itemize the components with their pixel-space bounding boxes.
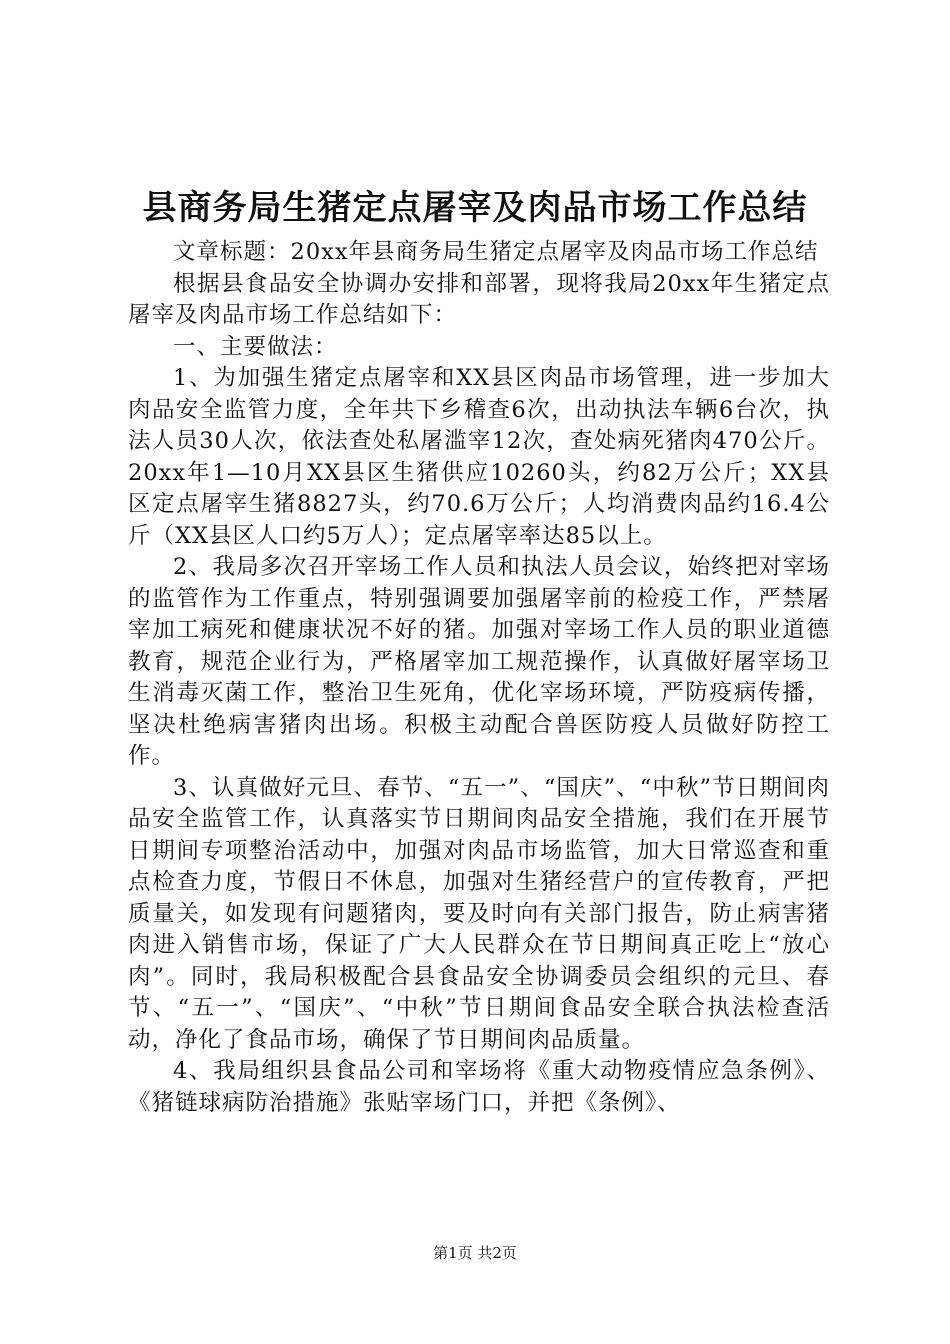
paragraph-article-title: 文章标题：20xx年县商务局生猪定点屠宰及肉品市场工作总结 (173, 239, 819, 265)
paragraph-item-1: 1、为加强生猪定点屠宰和XX县区肉品市场管理，进一步加大肉品安全监管力度，全年共下乡稽查6次，出动执法车辆6台次，执法人员30人次，依法查处私屠滥宰12次，查处病死猪肉470公斤。20xx年1—10月XX县区生猪供应10260头，约82万公斤；XX县区定点屠宰生猪8827头，约70.6万公斤；人均消费肉品约16.4公斤（XX县区人口约5万人）；定点屠宰率达85以上。 (128, 365, 830, 549)
paragraph-item-2: 2、我局多次召开宰场工作人员和执法人员会议，始终把对宰场的监管作为工作重点，特别强调要加强屠宰前的检疫工作，严禁屠宰加工病死和健康状况不好的猪。加强对宰场工作人员的职业道德教育，规范企业行为，严格屠宰加工规范操作，认真做好屠宰场卫生消毒灭菌工作，整治卫生死角，优化宰场环境，严防疫病传播，坚决杜绝病害猪肉出场。积极主动配合兽医防疫人员做好防控工作。 (128, 554, 830, 769)
section-heading-main-practices: 一、主要做法： (173, 333, 338, 360)
paragraph-item-3: 3、认真做好元旦、春节、“五一”、“国庆”、“中秋”节日期间肉品安全监管工作，认真落实节日期间肉品安全措施，我们在开展节日期间专项整治活动中，加强对肉品市场监管，加大日常巡查和重点检查力度，节假日不休息，加强对生猪经营户的宣传教育，严把质量关，如发现有问题猪肉，要及时向有关部门报告，防止病害猪肉进入销售市场，保证了广大人民群众在节日期间真正吃上“放心肉”。同时，我局积极配合县食品安全协调委员会组织的元旦、春节、“五一”、“国庆”、“中秋”节日期间食品安全联合执法检查活动，净化了食品市场，确保了节日期间肉品质量。 (128, 774, 830, 1053)
paragraph-item-4: 4、我局组织县食品公司和宰场将《重大动物疫情应急条例》、《猪链球病防治措施》张贴宰场门口，并把《条例》、 (128, 1058, 830, 1116)
document-title: 县商务局生猪定点屠宰及肉品市场工作总结 (142, 188, 808, 228)
page-number-footer: 第1页 共2页 (433, 1244, 517, 1262)
document-body (128, 237, 830, 1119)
paragraph-intro: 根据县食品安全协调办安排和部署，现将我局20xx年生猪定点屠宰及肉品市场工作总结如下： (128, 270, 830, 328)
